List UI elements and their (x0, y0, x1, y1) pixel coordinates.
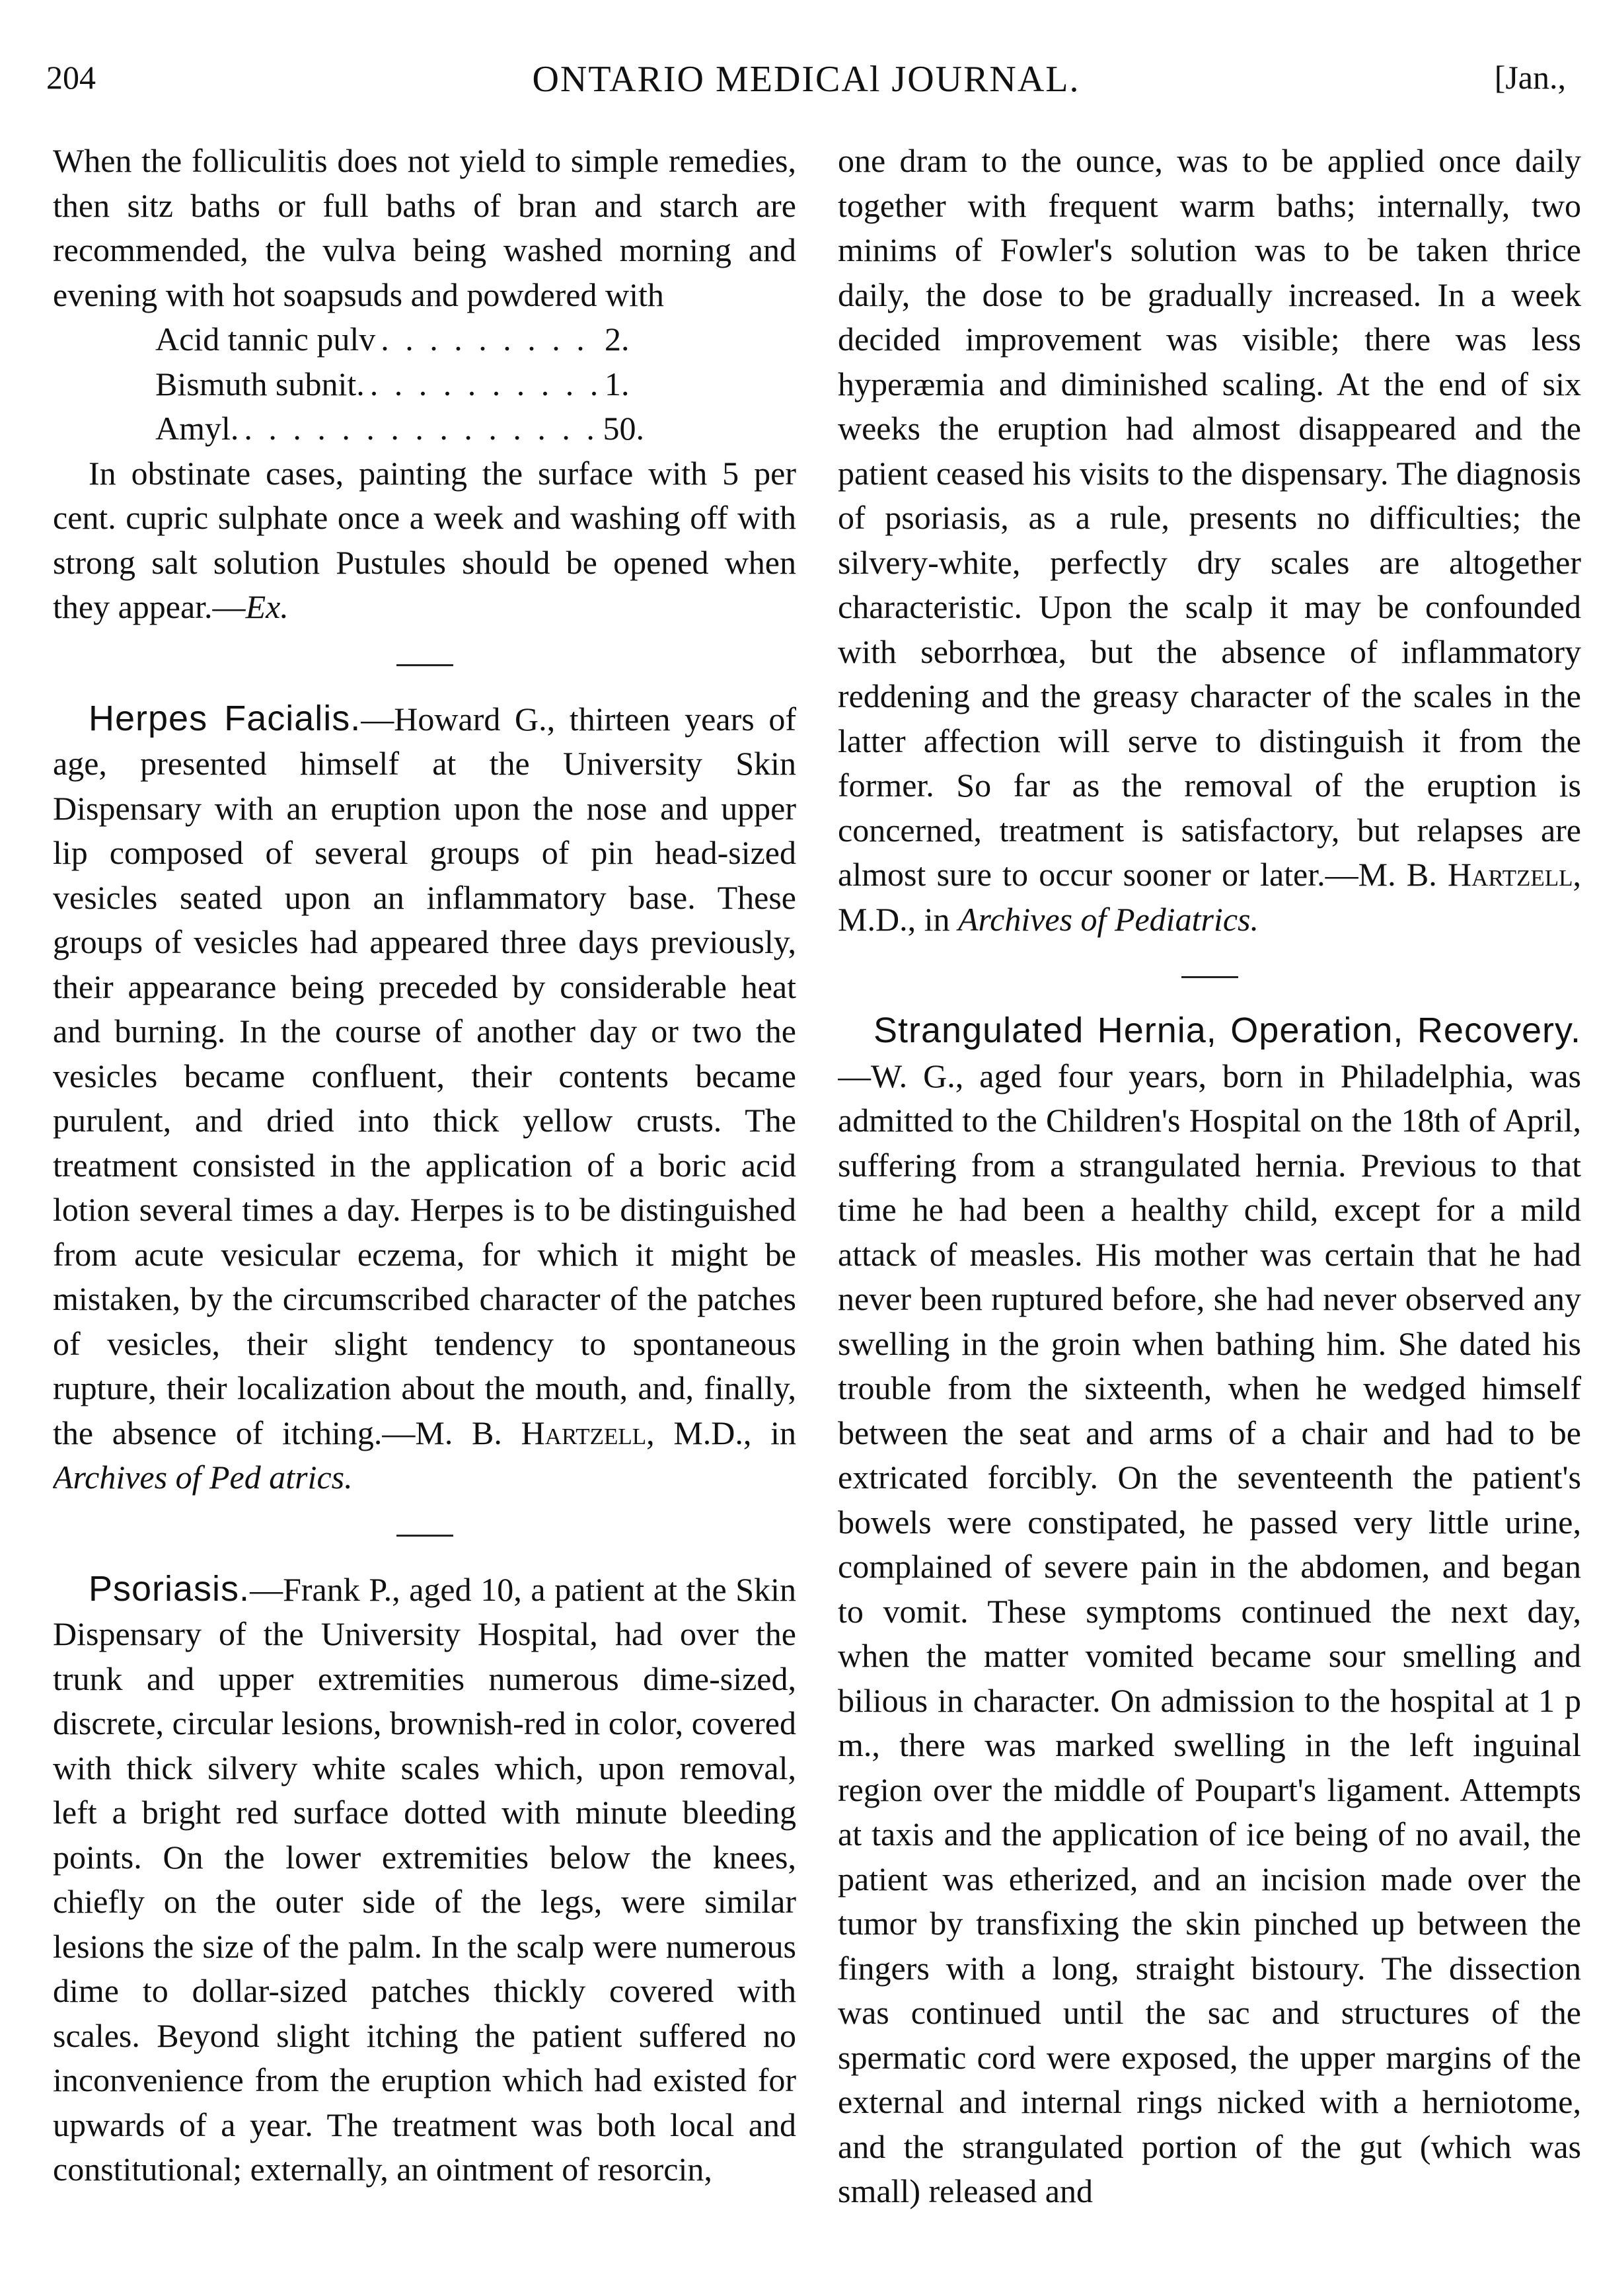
prescription-ingredient: Bismuth subnit. (155, 365, 365, 402)
prescription-ingredient: Amyl. (155, 410, 239, 447)
psoriasis-journal: Archives of Pediatrics. (957, 900, 1259, 938)
right-column (838, 139, 1581, 2274)
journal-title: ONTARIO MEDICAl JOURNAL. (532, 59, 1080, 100)
left-column (53, 139, 796, 2274)
herpes-heading: Herpes Facialis. (89, 698, 361, 738)
herpes-in: , in (743, 1414, 796, 1451)
prescription-list (155, 317, 644, 451)
hernia-body: —W. G., aged four years, born in Philadelphia, was admitted to the Children's Hospital on the 18th of April, suffering from a strangulated hernia. Previous to that time he had been a healthy child, except for a mild attack of measles. His mother was certain that he had never been ruptured before, she had never observed any swelling in the groin when bathing him. She dated his trouble from the sixteenth, when he wedged himself between the seat and arms of a chair and had to be extricated forcibly. On the seventeenth the patient's bowels were constipated, he passed very little urine, complained of severe pain in the abdomen, and began to vomit. These symptoms continued the next day, when the matter vomited became sour smelling and bilious in character. On admission to the hospital at 1 p m., there was marked swelling in the left inguinal region over the middle of Poupart's ligament. Attempts at taxis and the application of ice being of no avail, the patient was etherized, and an incision made over the tumor by transfixing the skin pinched up between the fingers with a long, straight bistoury. The dissection was continued until the sac and structures of the spermatic cord were exposed, the upper margins of the external and internal rings nicked with a herniotome, and the strangulated portion of the gut (which was small) released and (838, 1057, 1581, 2209)
herpes-journal: Archives of Ped atrics. (53, 1459, 353, 1496)
herpes-author: M. B. Hartzell, M.D. (415, 1414, 743, 1451)
psoriasis-in: , in (907, 900, 958, 938)
section-divider (396, 664, 453, 666)
psoriasis-body: —Frank P., aged 10, a patient at the Skin Dispensary of the University Hospital, had over the trunk and upper extremities numerous dime-sized, discrete, circular lesions, brownish-red in color, covered with thick silvery white scales which, upon removal, left a bright red surface dotted with minute bleeding points. On the lower extremities below the knees, chiefly on the outer side of the legs, were similar lesions the size of the palm. In the scalp were numerous dime to dollar-sized patches thickly covered with scales. Beyond slight itching the patient suffered no inconvenience from the eruption which had existed for upwards of a year. The treatment was both local and constitutional; externally, an ointment of resorcin, (53, 1570, 796, 2188)
leader-dots (244, 406, 597, 451)
page-header (46, 58, 1566, 118)
issue-mark: [Jan., (1494, 59, 1566, 96)
obstinate-cases-paragraph (53, 451, 796, 630)
hernia-article (838, 1009, 1581, 2214)
prescription-row (155, 362, 644, 407)
psoriasis-continued-text: one dram to the ounce, was to be applied once daily together with frequent warm baths; internally, two minims of Fowler's solution was to be taken thrice daily, the dose to be gradually increased. In a week decided improvement was visible; there was less hyperæmia and diminished scaling. At the end of six weeks the eruption had almost disappeared and the patient ceased his visits to the dispensary. The diagnosis of psoriasis, as a rule, presents no difficulties; the silvery-white, perfectly dry scales are altogether characteristic. Upon the scalp it may be confounded with seborrhœa, but the absence of inflammatory reddening and the greasy character of the scales in the latter affection will serve to distinguish it from the former. So far as the removal of the eruption is concerned, treatment is satisfactory, but relapses are almost sure to occur sooner or later.— (838, 142, 1581, 893)
herpes-body: —Howard G., thirteen years of age, presented himself at the University Skin Dispensary with an eruption upon the nose and upper lip composed of several groups of pin head-sized vesicles seated upon an inflammatory base. These groups of vesicles had appeared three days previously, their appearance being preceded by considerable heat and burning. In the course of another day or two the vesicles became confluent, their contents became purulent, and dried into thick yellow crusts. The treatment consisted in the application of a boric acid lotion several times a day. Herpes is to be distinguished from acute vesicular eczema, for which it might be mistaken, by the circumscribed character of the patches of vesicles, their slight tendency to spontaneous rupture, their localization about the mouth, and, finally, the absence of itching.— (53, 700, 796, 1451)
psoriasis-heading: Psoriasis. (89, 1568, 250, 1609)
prescription-ingredient: Acid tannic pulv (155, 321, 376, 358)
section-divider (1181, 976, 1238, 978)
prescription-quantity: 1. (605, 365, 630, 402)
prescription-quantity: 50. (603, 410, 644, 447)
psoriasis-author: M. B. Hartzell, M.D. (838, 856, 1581, 938)
section-divider (396, 1535, 453, 1537)
leader-dots (370, 362, 599, 407)
source-citation: Ex. (245, 588, 289, 625)
prescription-row (155, 317, 644, 362)
folliculitis-paragraph: When the folliculitis does not yield to simple remedies, then sitz baths or full baths of bran and starch are recommended, the vulva being washed morning and evening with hot soapsuds and powdered with (53, 142, 796, 313)
psoriasis-continued (838, 139, 1581, 942)
page-number: 204 (46, 59, 96, 96)
obstinate-cases-text: In obstinate cases, painting the surface with 5 per cent. cupric sulphate once a week and washing off with strong salt solution Pustules should be opened when they appear.— (53, 454, 796, 625)
prescription-quantity: 2. (605, 321, 630, 358)
hernia-heading: Strangulated Hernia, Operation, Recovery. (873, 1011, 1581, 1050)
psoriasis-article (53, 1567, 796, 2192)
leader-dots (381, 317, 599, 362)
prescription-row (155, 406, 644, 451)
herpes-article (53, 697, 796, 1500)
